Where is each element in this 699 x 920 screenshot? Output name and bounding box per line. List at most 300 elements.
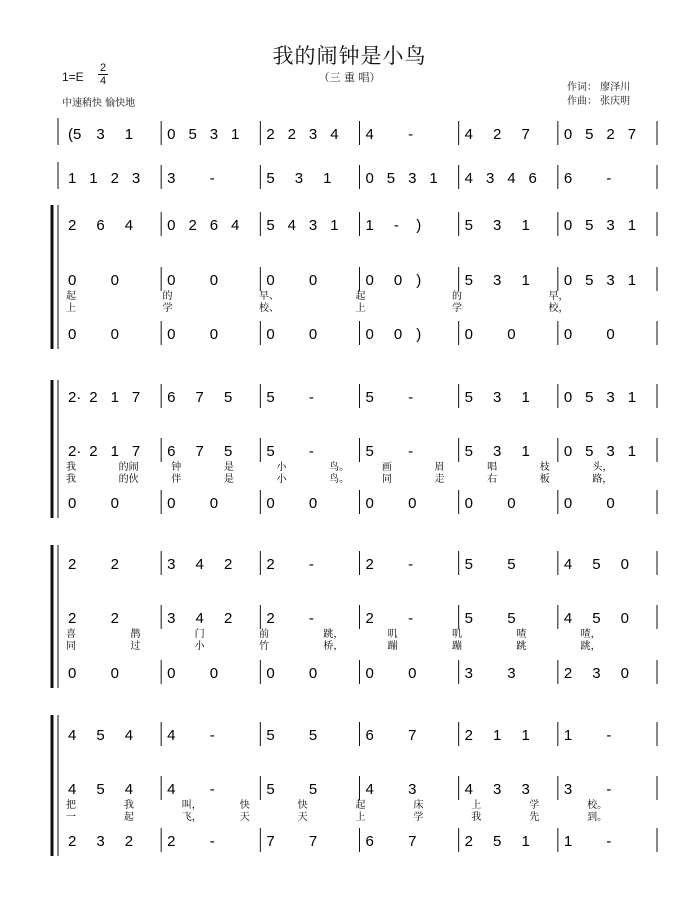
system2-verse2-lyric: 伴	[171, 474, 182, 485]
system2-verse2-lyric: 小	[276, 474, 287, 485]
system1-voice2-note: 0	[266, 272, 275, 289]
system4-verse1-lyric: 快	[297, 800, 308, 811]
system2-voice1-note: 3	[493, 389, 502, 406]
system2-voice3-note: 0	[110, 495, 119, 512]
system1-voice1-note: 5	[585, 217, 594, 234]
system2-voice1-note: 7	[195, 389, 204, 406]
system3-verse1-lyric: 鹊	[130, 629, 141, 640]
system1-voice2-note: 1	[627, 272, 637, 289]
system1-voice2-note: 0	[110, 272, 119, 289]
intro-line2-note: 3	[294, 170, 304, 187]
system2-verse2-lyric: 我	[66, 474, 76, 485]
system3-verse1-lyric: 叽	[387, 629, 398, 640]
system4-voice1-note: -	[606, 727, 612, 744]
system3-verse2-lyric: 跳	[516, 641, 527, 652]
system1-voice1-note: 1	[330, 217, 339, 234]
intro-line1-note: 5	[188, 126, 197, 143]
system3-voice2-note: 4	[563, 610, 573, 627]
system2-voice2-note: 5	[464, 443, 474, 460]
system3-verse2-lyric: 小	[194, 641, 205, 652]
system4-voice3-note: 2	[464, 833, 474, 850]
system3-voice2-note: -	[408, 610, 414, 627]
system2-voice3-note: 0	[464, 495, 474, 512]
system3-verse2-lyric: 跳，	[580, 641, 601, 652]
system4-verse2-lyric: 一	[66, 812, 76, 823]
system3-voice3-note: 0	[365, 665, 374, 682]
system2-voice3-note: 0	[606, 495, 615, 512]
system4-voice1-note: 5	[266, 727, 275, 744]
system3-voice1-note: 5	[592, 556, 601, 573]
system2-voice3-note: 0	[563, 495, 573, 512]
intro-line2-note: 1	[68, 170, 77, 187]
system3-voice2-note: 0	[620, 610, 629, 627]
system4-voice3-note: 5	[493, 833, 502, 850]
intro-line1-note: 0	[167, 126, 176, 143]
system3-verse1-lyric: 喳	[516, 629, 527, 640]
system4-voice1-note: 4	[124, 727, 134, 744]
system3-voice3-note: 2	[563, 665, 573, 682]
system3-verse2-lyric: 桥，	[323, 641, 344, 652]
system4-voice3-note: 7	[308, 833, 318, 850]
system2-voice1-note: 5	[365, 389, 374, 406]
system1-verse2-lyric: 上	[66, 303, 76, 314]
meter-bottom: 4	[99, 75, 107, 87]
system1-voice1-note: 2	[188, 217, 197, 234]
system2-voice3-note: 0	[266, 495, 275, 512]
key-signature: 1=E	[62, 70, 84, 84]
system1-verse1-lyric: 起	[66, 291, 76, 302]
system3-voice2-note: 2	[365, 610, 374, 627]
system1-voice1-note: 3	[308, 217, 318, 234]
system2-voice1-note: 5	[585, 389, 594, 406]
system2-verse1-lyric: 头，	[592, 462, 613, 473]
system3-voice3-note: 3	[592, 665, 601, 682]
system2-voice1-note: 1	[110, 389, 119, 406]
system4-voice1-note: 6	[365, 727, 374, 744]
system2-voice1-note: 1	[521, 389, 530, 406]
intro-line1-note: (5	[68, 126, 82, 143]
system2-voice2-note: 2	[89, 443, 98, 460]
system4-verse1-lyric: 叫，	[181, 800, 202, 811]
system1-voice1-note: 4	[124, 217, 134, 234]
system1-voice2-note: 0	[308, 272, 318, 289]
lyricist-credit: 作词： 廖泽川	[567, 82, 631, 93]
system2-voice2-note: 0	[563, 443, 573, 460]
intro-line1-note: 5	[585, 126, 594, 143]
system1-voice2-paren: )	[416, 272, 422, 289]
system4-voice2-note: 4	[167, 781, 176, 798]
system2-voice3-note: 0	[308, 495, 318, 512]
system1-voice1-note: -	[393, 217, 399, 234]
system4-voice3-note: 3	[96, 833, 105, 850]
system1-voice3-note: 0	[606, 326, 615, 343]
system3-voice2-note: 5	[507, 610, 516, 627]
system3-verse2-lyric: 蹦	[452, 641, 462, 652]
system4-verse2-lyric: 到。	[587, 812, 608, 823]
system2-voice2-note: 6	[167, 443, 176, 460]
system4-verse2-lyric: 上	[355, 812, 366, 823]
intro-line1-note: 7	[521, 126, 530, 143]
system3-verse1-lyric: 喜	[66, 629, 76, 640]
intro-line2-note: 2	[110, 170, 119, 187]
system3-voice1-note: -	[408, 556, 414, 573]
system1-voice1-note: 3	[606, 217, 615, 234]
intro-line2-note: 6	[563, 170, 573, 187]
system4-verse2-lyric: 天	[239, 812, 250, 823]
system2-voice2-note: 1	[110, 443, 119, 460]
system1-voice1-note: 1	[521, 217, 530, 234]
system2-voice2-note: 5	[585, 443, 594, 460]
intro-line1-note: 0	[563, 126, 573, 143]
system3-verse2-lyric: 过	[130, 641, 141, 652]
system4-verse1-lyric: 校。	[587, 800, 608, 811]
system2-verse2-lyric: 的伙	[118, 474, 139, 485]
system2-verse1-lyric: 画	[381, 462, 392, 473]
system1-voice3-paren: )	[416, 326, 422, 343]
system1-voice3-note: 0	[266, 326, 275, 343]
system1-voice3-note: 0	[393, 326, 403, 343]
system4-voice1-note: 5	[96, 727, 105, 744]
system1-voice2-note: 0	[209, 272, 219, 289]
system1-voice2-note: 3	[606, 272, 615, 289]
system1-voice3-note: 0	[167, 326, 176, 343]
system2-voice2-note: 1	[521, 443, 530, 460]
intro-line1-note: 4	[365, 126, 374, 143]
intro-line2-note: 0	[365, 170, 374, 187]
system2-voice1-note: 5	[266, 389, 275, 406]
system4-voice1-note: 4	[167, 727, 176, 744]
system3-voice3-note: 0	[110, 665, 119, 682]
intro-line2-note: 3	[485, 170, 495, 187]
system1-voice1-note: 0	[167, 217, 176, 234]
intro-line1-note: -	[408, 126, 414, 143]
system1-voice2-note: 5	[585, 272, 594, 289]
system2-voice3-note: 0	[68, 495, 77, 512]
system1-voice3-note: 0	[464, 326, 474, 343]
intro-line1-note: 2	[287, 126, 296, 143]
system2-verse1-lyric: 唱	[487, 462, 498, 473]
system1-verse1-lyric: 的	[452, 291, 462, 302]
system3-verse1-lyric: 门	[194, 629, 205, 640]
system2-voice1-note: 2·	[68, 389, 82, 406]
system4-voice2-note: 4	[365, 781, 374, 798]
intro-line2-note: 3	[167, 170, 176, 187]
system3-voice1-note: 5	[464, 556, 474, 573]
system4-voice1-note: 1	[521, 727, 530, 744]
system3-voice1-note: 2	[365, 556, 374, 573]
system4-voice1-note: 1	[493, 727, 502, 744]
system4-voice1-note: 2	[464, 727, 474, 744]
intro-line1-note: 1	[124, 126, 134, 143]
system3-verse1-lyric: 喳，	[580, 629, 601, 640]
system2-voice1-note: 0	[563, 389, 573, 406]
system4-voice3-note: 6	[365, 833, 374, 850]
system2-verse1-lyric: 我	[66, 462, 76, 473]
system3-voice1-note: 2	[266, 556, 275, 573]
system4-voice1-note: -	[209, 727, 215, 744]
system2-verse2-lyric: 路，	[592, 474, 613, 485]
intro-line2-note: 3	[131, 170, 141, 187]
system1-voice3-note: 0	[68, 326, 77, 343]
system4-voice2-note: 3	[493, 781, 502, 798]
system4-voice1-note: 5	[308, 727, 318, 744]
system2-voice3-note: 0	[209, 495, 219, 512]
intro-line2-note: -	[606, 170, 612, 187]
system1-voice1-note: 5	[266, 217, 275, 234]
composer-credit: 作曲： 张庆明	[567, 96, 631, 107]
system2-voice2-note: 3	[606, 443, 615, 460]
system1-voice1-note: 2	[68, 217, 77, 234]
system1-verse2-lyric: 上	[355, 303, 366, 314]
system4-voice3-note: 7	[408, 833, 417, 850]
intro-line2-note: 1	[429, 170, 438, 187]
system3-voice3-note: 3	[464, 665, 474, 682]
system3-voice2-note: 2	[68, 610, 77, 627]
system1-voice3-note: 0	[563, 326, 573, 343]
system4-voice3-note: -	[209, 833, 215, 850]
system3-voice3-note: 0	[308, 665, 318, 682]
system2-voice2-note: -	[308, 443, 314, 460]
system4-voice2-note: 4	[124, 781, 134, 798]
system3-voice2-note: 2	[266, 610, 275, 627]
system1-voice1-note: 3	[493, 217, 502, 234]
system1-voice2-note: 0	[563, 272, 573, 289]
system1-verse1-lyric: 起	[355, 291, 366, 302]
system2-voice1-note: 7	[131, 389, 141, 406]
system2-voice2-note: 1	[627, 443, 637, 460]
system4-verse2-lyric: 学	[413, 812, 424, 823]
system2-voice1-note: -	[308, 389, 314, 406]
system4-verse1-lyric: 快	[239, 800, 250, 811]
system4-voice3-note: 2	[68, 833, 77, 850]
system2-voice1-note: 5	[464, 389, 474, 406]
intro-line2-note: 4	[507, 170, 516, 187]
system3-voice1-note: 5	[507, 556, 516, 573]
system4-voice2-note: 4	[68, 781, 77, 798]
system3-verse1-lyric: 前	[259, 629, 269, 640]
intro-line1-note: 4	[330, 126, 339, 143]
system2-voice2-note: 5	[266, 443, 275, 460]
system4-voice2-note: 3	[563, 781, 573, 798]
system2-voice2-note: 7	[131, 443, 141, 460]
system2-voice3-note: 0	[365, 495, 374, 512]
system2-verse2-lyric: 板	[539, 474, 550, 485]
system1-voice3-note: 0	[365, 326, 374, 343]
system4-verse1-lyric: 上	[471, 800, 482, 811]
system2-voice3-note: 0	[408, 495, 417, 512]
system4-verse1-lyric: 学	[529, 800, 540, 811]
system4-voice3-note: 1	[521, 833, 530, 850]
intro-line2-note: 5	[386, 170, 396, 187]
intro-line1-note: 2	[606, 126, 615, 143]
system4-verse2-lyric: 天	[297, 812, 308, 823]
intro-line1-note: 3	[96, 126, 105, 143]
system3-voice3-note: 3	[507, 665, 516, 682]
system2-verse1-lyric: 的闹	[118, 462, 139, 473]
system4-voice2-note: -	[606, 781, 612, 798]
system1-verse1-lyric: 早、	[259, 291, 279, 302]
system1-voice3-note: 0	[110, 326, 119, 343]
system1-voice1-note: 6	[96, 217, 105, 234]
intro-line2-note: 1	[89, 170, 98, 187]
system1-voice2-note: 0	[365, 272, 374, 289]
system2-voice1-note: 1	[627, 389, 637, 406]
intro-line1-note: 1	[231, 126, 240, 143]
intro-line2-note: 6	[528, 170, 537, 187]
system1-voice1-note: 1	[365, 217, 374, 234]
intro-line2-note: -	[209, 170, 215, 187]
system1-voice2-note: 0	[68, 272, 77, 289]
system2-voice3-note: 0	[507, 495, 516, 512]
system1-voice3-note: 0	[308, 326, 318, 343]
system4-verse2-lyric: 我	[471, 812, 482, 823]
system3-voice2-note: -	[308, 610, 314, 627]
system2-verse2-lyric: 同	[381, 474, 392, 485]
intro-line2-note: 5	[266, 170, 275, 187]
system4-voice2-note: 4	[464, 781, 474, 798]
system4-verse1-lyric: 床	[413, 800, 424, 811]
system4-voice1-note: 7	[408, 727, 417, 744]
intro-line1-note: 4	[464, 126, 474, 143]
intro-line1-note: 2	[493, 126, 502, 143]
system3-verse1-lyric: 叽	[452, 629, 462, 640]
system1-verse2-lyric: 学	[452, 303, 462, 314]
system3-voice1-note: 3	[167, 556, 176, 573]
song-subtitle: （三 重 唱）	[318, 71, 381, 84]
system3-voice1-note: 2	[68, 556, 77, 573]
system2-voice1-note: 2	[89, 389, 98, 406]
system2-voice2-note: -	[408, 443, 414, 460]
system3-voice2-note: 5	[464, 610, 474, 627]
system4-voice3-note: 1	[563, 833, 573, 850]
system2-verse2-lyric: 走	[434, 474, 445, 485]
system1-verse1-lyric: 的	[162, 291, 173, 302]
system4-voice3-note: -	[606, 833, 612, 850]
system2-voice1-note: 6	[167, 389, 176, 406]
song-title: 我的闹钟是小鸟	[272, 44, 427, 68]
system2-voice2-note: 5	[365, 443, 374, 460]
system1-verse1-lyric: 早，	[548, 291, 569, 302]
system3-voice2-note: 2	[110, 610, 119, 627]
system2-verse2-lyric: 是	[223, 474, 234, 485]
intro-line1-note: 3	[308, 126, 318, 143]
intro-line2-note: 1	[323, 170, 332, 187]
system3-verse2-lyric: 蹦	[387, 641, 398, 652]
system3-voice3-note: 0	[68, 665, 77, 682]
system4-voice2-note: 3	[408, 781, 417, 798]
system1-verse2-lyric: 校，	[548, 303, 569, 314]
system1-voice1-note: 4	[287, 217, 296, 234]
system2-verse1-lyric: 钟	[171, 462, 182, 473]
system2-verse2-lyric: 右	[487, 474, 498, 485]
system1-voice1-note: 4	[231, 217, 240, 234]
system4-voice2-note: -	[209, 781, 215, 798]
system2-voice1-note: -	[408, 389, 414, 406]
system3-voice1-note: 0	[620, 556, 629, 573]
system1-voice1-note: 6	[209, 217, 219, 234]
system1-voice3-note: 0	[507, 326, 516, 343]
system3-voice1-note: 2	[110, 556, 119, 573]
intro-line1-note: 2	[266, 126, 275, 143]
system2-voice3-note: 0	[167, 495, 176, 512]
system4-voice1-note: 4	[68, 727, 77, 744]
system2-voice1-note: 5	[223, 389, 233, 406]
system1-verse2-lyric: 校、	[259, 303, 279, 314]
intro-line1-note: 3	[209, 126, 219, 143]
system4-voice2-note: 3	[521, 781, 530, 798]
system3-voice1-note: -	[308, 556, 314, 573]
system4-voice2-note: 5	[266, 781, 275, 798]
system2-voice2-note: 7	[195, 443, 204, 460]
system1-voice2-note: 0	[167, 272, 176, 289]
tempo-marking: 中速稍快 愉快地	[62, 98, 136, 109]
system2-voice1-note: 3	[606, 389, 615, 406]
system3-voice3-note: 0	[209, 665, 219, 682]
system3-voice2-note: 2	[223, 610, 233, 627]
system4-voice2-note: 5	[308, 781, 318, 798]
system1-voice3-note: 0	[209, 326, 219, 343]
system1-voice1-note: 1	[627, 217, 637, 234]
meter-top: 2	[99, 62, 107, 74]
system1-verse2-lyric: 学	[162, 303, 173, 314]
intro-line2-note: 4	[464, 170, 474, 187]
intro-line1-note: 7	[627, 126, 637, 143]
system3-verse2-lyric: 同	[66, 641, 76, 652]
system1-voice1-note: 0	[563, 217, 573, 234]
system3-voice3-note: 0	[266, 665, 275, 682]
system1-voice2-note: 1	[521, 272, 530, 289]
system4-verse2-lyric: 飞，	[181, 812, 202, 823]
system1-voice2-note: 3	[493, 272, 502, 289]
system2-verse1-lyric: 小	[276, 462, 287, 473]
system3-voice2-note: 5	[592, 610, 601, 627]
system3-voice2-note: 3	[167, 610, 176, 627]
intro-line2-note: 3	[408, 170, 417, 187]
system2-verse1-lyric: 眉	[434, 462, 445, 473]
system2-verse1-lyric: 枝	[539, 462, 550, 473]
system3-voice2-note: 4	[195, 610, 204, 627]
system3-voice3-note: 0	[167, 665, 176, 682]
system3-voice1-note: 2	[223, 556, 233, 573]
system3-voice1-note: 4	[195, 556, 204, 573]
system4-verse1-lyric: 我	[123, 800, 134, 811]
system1-voice2-note: 0	[393, 272, 403, 289]
system2-verse1-lyric: 是	[223, 462, 234, 473]
system3-verse2-lyric: 竹	[259, 641, 269, 652]
system2-voice2-note: 3	[493, 443, 502, 460]
system4-verse2-lyric: 先	[529, 812, 540, 823]
system4-verse1-lyric: 起	[355, 800, 366, 811]
system2-voice2-note: 5	[223, 443, 233, 460]
system4-verse2-lyric: 起	[123, 812, 134, 823]
system2-voice2-note: 2·	[68, 443, 82, 460]
system3-voice3-note: 0	[620, 665, 629, 682]
system4-voice3-note: 2	[124, 833, 134, 850]
system1-voice1-note: 5	[464, 217, 474, 234]
system4-verse1-lyric: 把	[66, 800, 76, 811]
system3-voice1-note: 4	[563, 556, 573, 573]
system2-verse2-lyric: 鸟。	[329, 474, 350, 485]
system1-voice1-paren: )	[416, 217, 422, 234]
system1-voice2-note: 5	[464, 272, 474, 289]
system3-verse1-lyric: 跳，	[323, 629, 344, 640]
system4-voice1-note: 1	[563, 727, 573, 744]
system4-voice3-note: 7	[266, 833, 275, 850]
system4-voice3-note: 2	[167, 833, 176, 850]
system2-verse1-lyric: 鸟。	[329, 462, 350, 473]
system3-voice3-note: 0	[408, 665, 417, 682]
system4-voice2-note: 5	[96, 781, 105, 798]
